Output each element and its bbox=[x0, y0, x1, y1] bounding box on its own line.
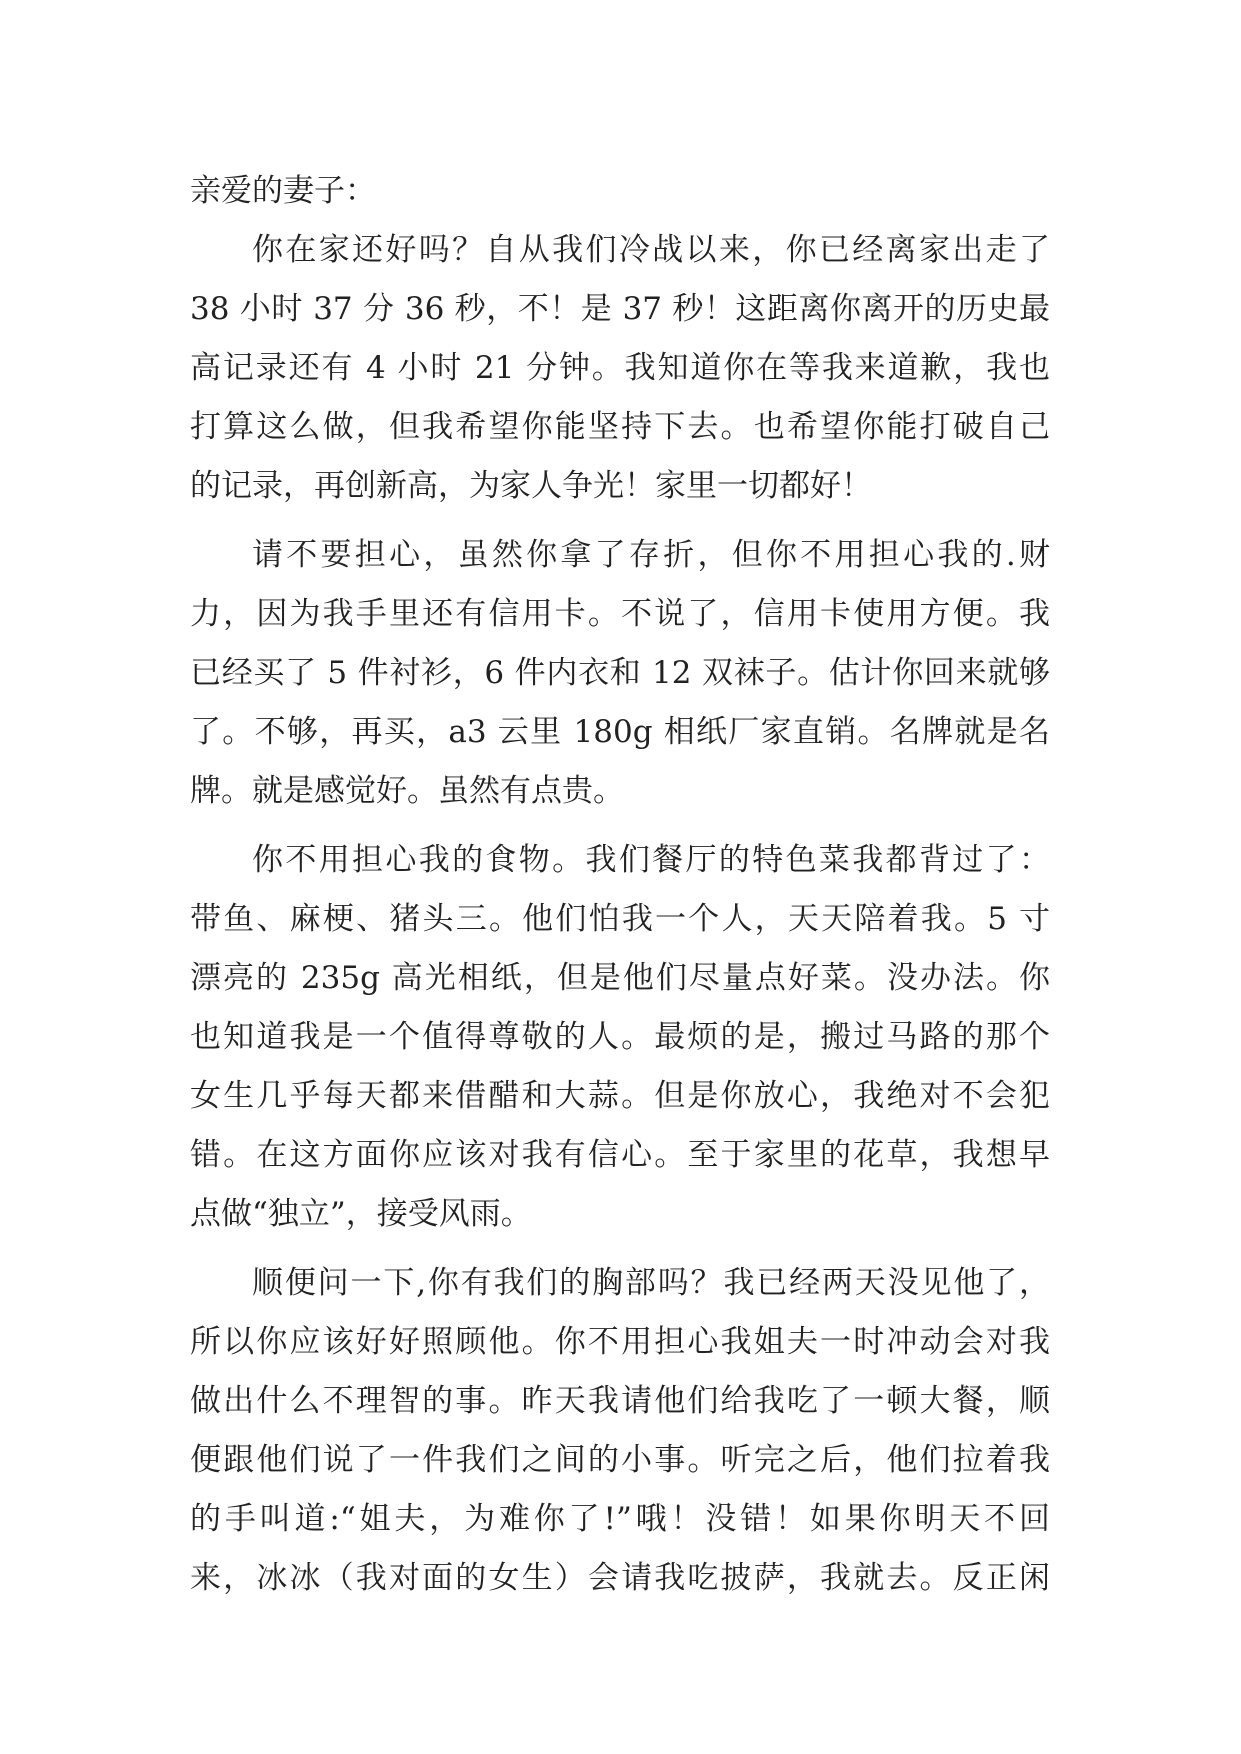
paragraph-line: 的记录，再创新高，为家人争光！家里一切都好！ bbox=[190, 468, 872, 504]
paragraph-line: 的手叫道:“姐夫，为难你了!”哦！没错！如果你明天不回 bbox=[190, 1501, 1050, 1537]
paragraph-4 bbox=[190, 1254, 1050, 1608]
paragraph-line: 高记录还有 4 小时 21 分钟。我知道你在等我来道歉，我也 bbox=[190, 350, 1050, 386]
paragraph-line: 已经买了 5 件衬衫，6 件内衣和 12 双袜子。估计你回来就够 bbox=[190, 655, 1050, 691]
paragraph-1 bbox=[190, 221, 1050, 516]
paragraph-line: 便跟他们说了一件我们之间的小事。听完之后，他们拉着我 bbox=[190, 1442, 1050, 1478]
paragraph-line: 请不要担心，虽然你拿了存折，但你不用担心我的.财 bbox=[252, 537, 1050, 573]
paragraph-3 bbox=[190, 831, 1050, 1244]
paragraph-line: 也知道我是一个值得尊敬的人。最烦的是，搬过马路的那个 bbox=[190, 1019, 1050, 1055]
paragraph-line: 牌。就是感觉好。虽然有点贵。 bbox=[190, 773, 624, 809]
paragraph-line: 你在家还好吗？自从我们冷战以来，你已经离家出走了 bbox=[252, 232, 1050, 268]
paragraph-2 bbox=[190, 526, 1050, 821]
paragraph-line: 女生几乎每天都来借醋和大蒜。但是你放心，我绝对不会犯 bbox=[190, 1078, 1050, 1114]
paragraph-line: 顺便问一下,你有我们的胸部吗？我已经两天没见他了， bbox=[252, 1265, 1050, 1301]
paragraph-line: 你不用担心我的食物。我们餐厅的特色菜我都背过了： bbox=[252, 842, 1050, 878]
paragraph-line: 38 小时 37 分 36 秒，不！是 37 秒！这距离你离开的历史最 bbox=[190, 291, 1050, 327]
paragraph-line: 带鱼、麻梗、猪头三。他们怕我一个人，天天陪着我。5 寸 bbox=[190, 901, 1050, 937]
paragraph-line: 错。在这方面你应该对我有信心。至于家里的花草，我想早 bbox=[190, 1137, 1050, 1173]
paragraph-line: 了。不够，再买，a3 云里 180g 相纸厂家直销。名牌就是名 bbox=[190, 714, 1050, 750]
paragraph-line: 来，冰冰（我对面的女生）会请我吃披萨，我就去。反正闲 bbox=[190, 1560, 1050, 1596]
paragraph-line: 点做“独立”，接受风雨。 bbox=[190, 1196, 532, 1232]
paragraph-line: 漂亮的 235g 高光相纸，但是他们尽量点好菜。没办法。你 bbox=[190, 960, 1050, 996]
paragraph-line: 打算这么做，但我希望你能坚持下去。也希望你能打破自己 bbox=[190, 409, 1050, 445]
paragraph-line: 做出什么不理智的事。昨天我请他们给我吃了一顿大餐，顺 bbox=[190, 1383, 1050, 1419]
letter-body bbox=[190, 162, 1050, 1608]
paragraph-line: 力，因为我手里还有信用卡。不说了，信用卡使用方便。我 bbox=[190, 596, 1050, 632]
greeting: 亲爱的妻子： bbox=[190, 173, 376, 209]
paragraph-line: 所以你应该好好照顾他。你不用担心我姐夫一时冲动会对我 bbox=[190, 1324, 1050, 1360]
